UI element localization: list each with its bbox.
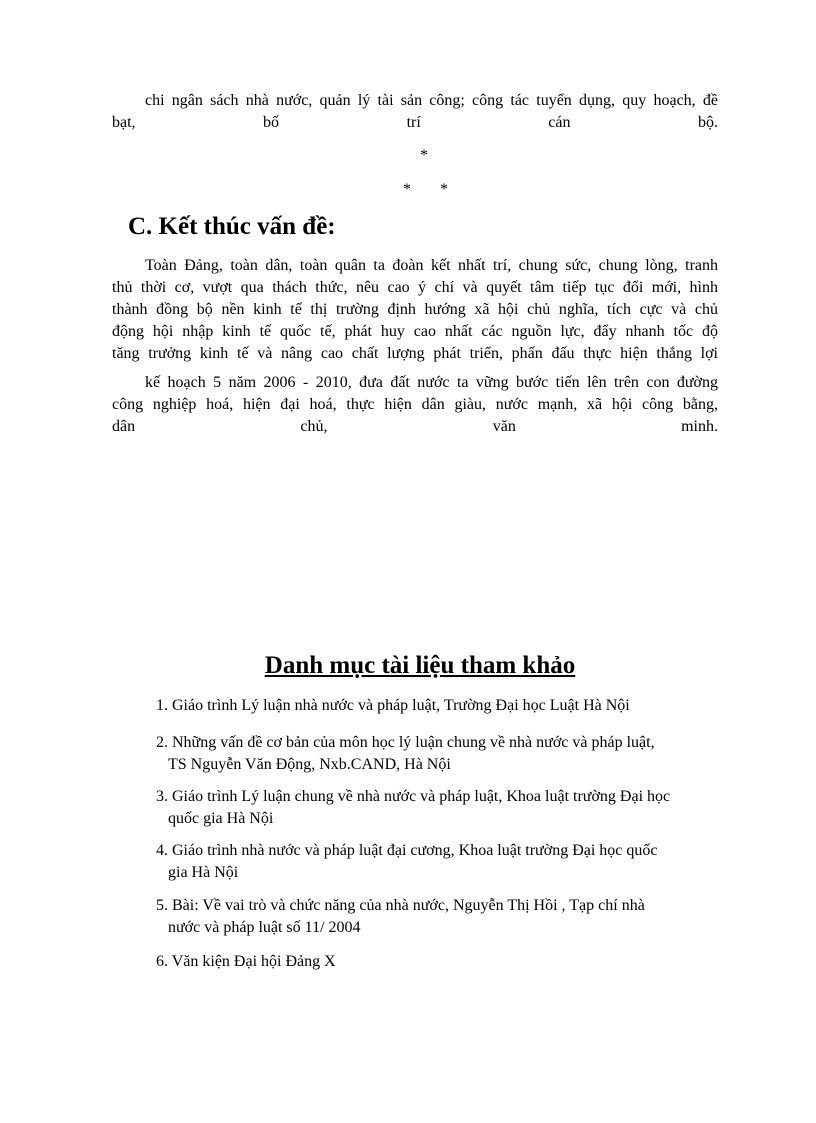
reference-item: 4. Giáo trình nhà nước và pháp luật đại cương, Khoa luật trường Đại học quốc xyxy=(156,842,658,859)
reference-item: 2. Những vấn đề cơ bản của môn học lý luận chung về nhà nước và pháp luật, xyxy=(156,734,655,751)
separator-star: * xyxy=(440,181,448,198)
paragraph-line: dân chủ, văn minh. xyxy=(112,418,718,435)
paragraph-line: công nghiệp hoá, hiện đại hoá, thực hiện dân giàu, nước mạnh, xã hội công bằng, xyxy=(112,396,718,413)
separator-star: * xyxy=(403,181,411,198)
paragraph-line: bạt, bố trí cán bộ. xyxy=(112,114,718,131)
reference-item-continuation: quốc gia Hà Nội xyxy=(168,810,274,827)
reference-item: 3. Giáo trình Lý luận chung về nhà nước và pháp luật, Khoa luật trường Đại học xyxy=(156,788,671,805)
paragraph-line: chi ngân sách nhà nước, quản lý tài sản công; công tác tuyển dụng, quy hoạch, đề xyxy=(145,92,718,109)
reference-item: 1. Giáo trình Lý luận nhà nước và pháp luật, Trường Đại học Luật Hà Nội xyxy=(156,697,630,714)
paragraph-line: kế hoạch 5 năm 2006 - 2010, đưa đất nước ta vững bước tiến lên trên con đường xyxy=(145,374,718,391)
paragraph-line: thành đồng bộ nền kinh tế thị trường định hướng xã hội chủ nghĩa, tích cực và chủ xyxy=(112,301,718,318)
reference-item: 6. Văn kiện Đại hội Đảng X xyxy=(156,953,336,970)
section-heading: C. Kết thúc vấn đề: xyxy=(128,213,336,240)
paragraph-line: thủ thời cơ, vượt qua thách thức, nêu cao ý chí và quyết tâm tiếp tục đổi mới, hình xyxy=(112,279,718,296)
paragraph-line: tăng trưởng kinh tế và nâng cao chất lượng phát triển, phấn đấu thực hiện thắng lợi xyxy=(112,345,718,362)
paragraph-line: Toàn Đảng, toàn dân, toàn quân ta đoàn kết nhất trí, chung sức, chung lòng, tranh xyxy=(145,257,718,274)
reference-item-continuation: nước và pháp luật số 11/ 2004 xyxy=(168,919,361,936)
reference-item: 5. Bài: Về vai trò và chức năng của nhà nước, Nguyễn Thị Hồi , Tạp chí nhà xyxy=(156,897,645,914)
reference-item-continuation: gia Hà Nội xyxy=(168,864,239,881)
references-title: Danh mục tài liệu tham khảo xyxy=(264,652,576,679)
separator-star: * xyxy=(420,147,428,164)
reference-item-continuation: TS Nguyễn Văn Động, Nxb.CAND, Hà Nội xyxy=(168,756,451,773)
paragraph-line: động hội nhập kinh tế quốc tế, phát huy cao nhất các nguồn lực, đẩy nhanh tốc độ xyxy=(112,323,718,340)
